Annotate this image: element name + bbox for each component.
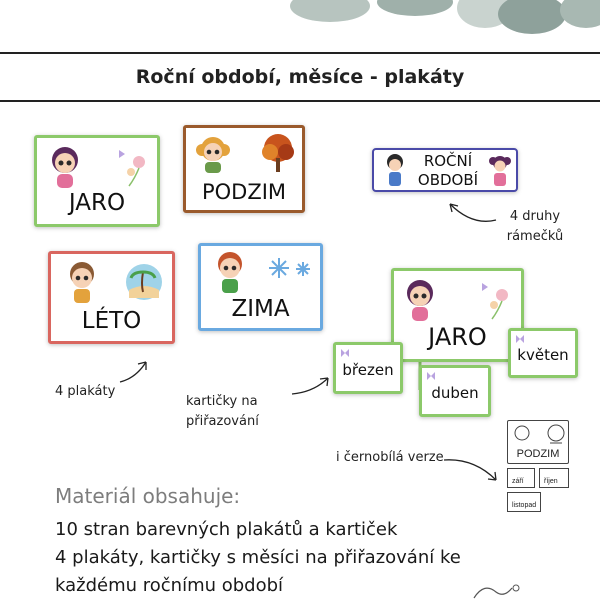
month-card-duben	[419, 365, 491, 417]
note-frames: 4 druhy rámečků	[506, 209, 564, 244]
decorative-stones-image	[270, 0, 600, 38]
boy-character-icon	[384, 153, 406, 189]
poster-leto	[48, 251, 175, 344]
girl-character-icon	[488, 153, 512, 189]
bw-poster-label: PODZIM	[516, 448, 560, 460]
poster-label: JARO	[68, 190, 126, 216]
bw-month-label: listopad	[512, 502, 537, 509]
month-label: duben	[431, 384, 479, 402]
boy-character-icon	[65, 260, 99, 304]
poster-label: PODZIM	[201, 180, 287, 204]
content-line-2: 4 plakáty, kartičky s měsíci na přiřazování ke	[55, 547, 461, 568]
girl-character-icon	[194, 132, 232, 174]
bw-poster	[507, 420, 569, 464]
note-bw: i černobílá verze	[336, 450, 444, 465]
frame-sample	[372, 148, 518, 192]
page-title: Roční období, měsíce - plakáty	[135, 66, 465, 88]
decorative-doodle-icon	[470, 580, 530, 600]
frame-line1: ROČNÍ	[423, 152, 473, 170]
arrow-icon	[290, 372, 332, 398]
butterfly-icon	[515, 334, 525, 344]
outline-characters-icon	[512, 423, 566, 445]
arrow-icon	[118, 356, 152, 386]
bw-month-label: říjen	[544, 478, 558, 485]
note-cards: kartičky na přiřazování	[186, 394, 259, 429]
poster-label: JARO	[428, 323, 487, 351]
frame-line2: OBDOBÍ	[417, 171, 479, 189]
bw-month-card	[539, 468, 569, 488]
poster-label: ZIMA	[231, 296, 290, 322]
month-label: květen	[517, 346, 569, 364]
note-posters: 4 plakáty	[55, 384, 116, 399]
butterfly-icon	[426, 371, 436, 381]
content-line-3: každému ročnímu období	[55, 575, 284, 596]
arrow-icon	[440, 196, 500, 226]
month-card-brezen	[333, 342, 403, 394]
title-bar	[0, 52, 600, 102]
poster-label: LÉTO	[81, 308, 142, 334]
month-label: březen	[342, 361, 394, 379]
girl-character-icon	[47, 144, 83, 190]
butterfly-icon	[340, 348, 350, 358]
bw-sample	[505, 420, 571, 516]
autumn-tree-icon	[258, 132, 298, 176]
bw-month-card	[507, 492, 541, 512]
poster-jaro	[34, 135, 160, 227]
month-card-kveten	[508, 328, 578, 378]
content-line-1: 10 stran barevných plakátů a kartiček	[55, 519, 398, 540]
poster-zima	[198, 243, 323, 331]
content-heading: Materiál obsahuje:	[55, 484, 241, 508]
poster-podzim	[183, 125, 305, 213]
girl-character-icon	[402, 277, 438, 323]
flowers-icon	[111, 144, 153, 188]
beach-icon	[123, 260, 165, 304]
matching-poster-jaro	[391, 268, 524, 362]
bw-month-card	[507, 468, 535, 488]
flowers-icon	[474, 277, 516, 321]
snowflakes-icon	[265, 254, 315, 284]
bw-month-label: září	[512, 478, 524, 485]
arrow-icon	[442, 456, 504, 486]
boy-character-icon	[213, 250, 247, 294]
